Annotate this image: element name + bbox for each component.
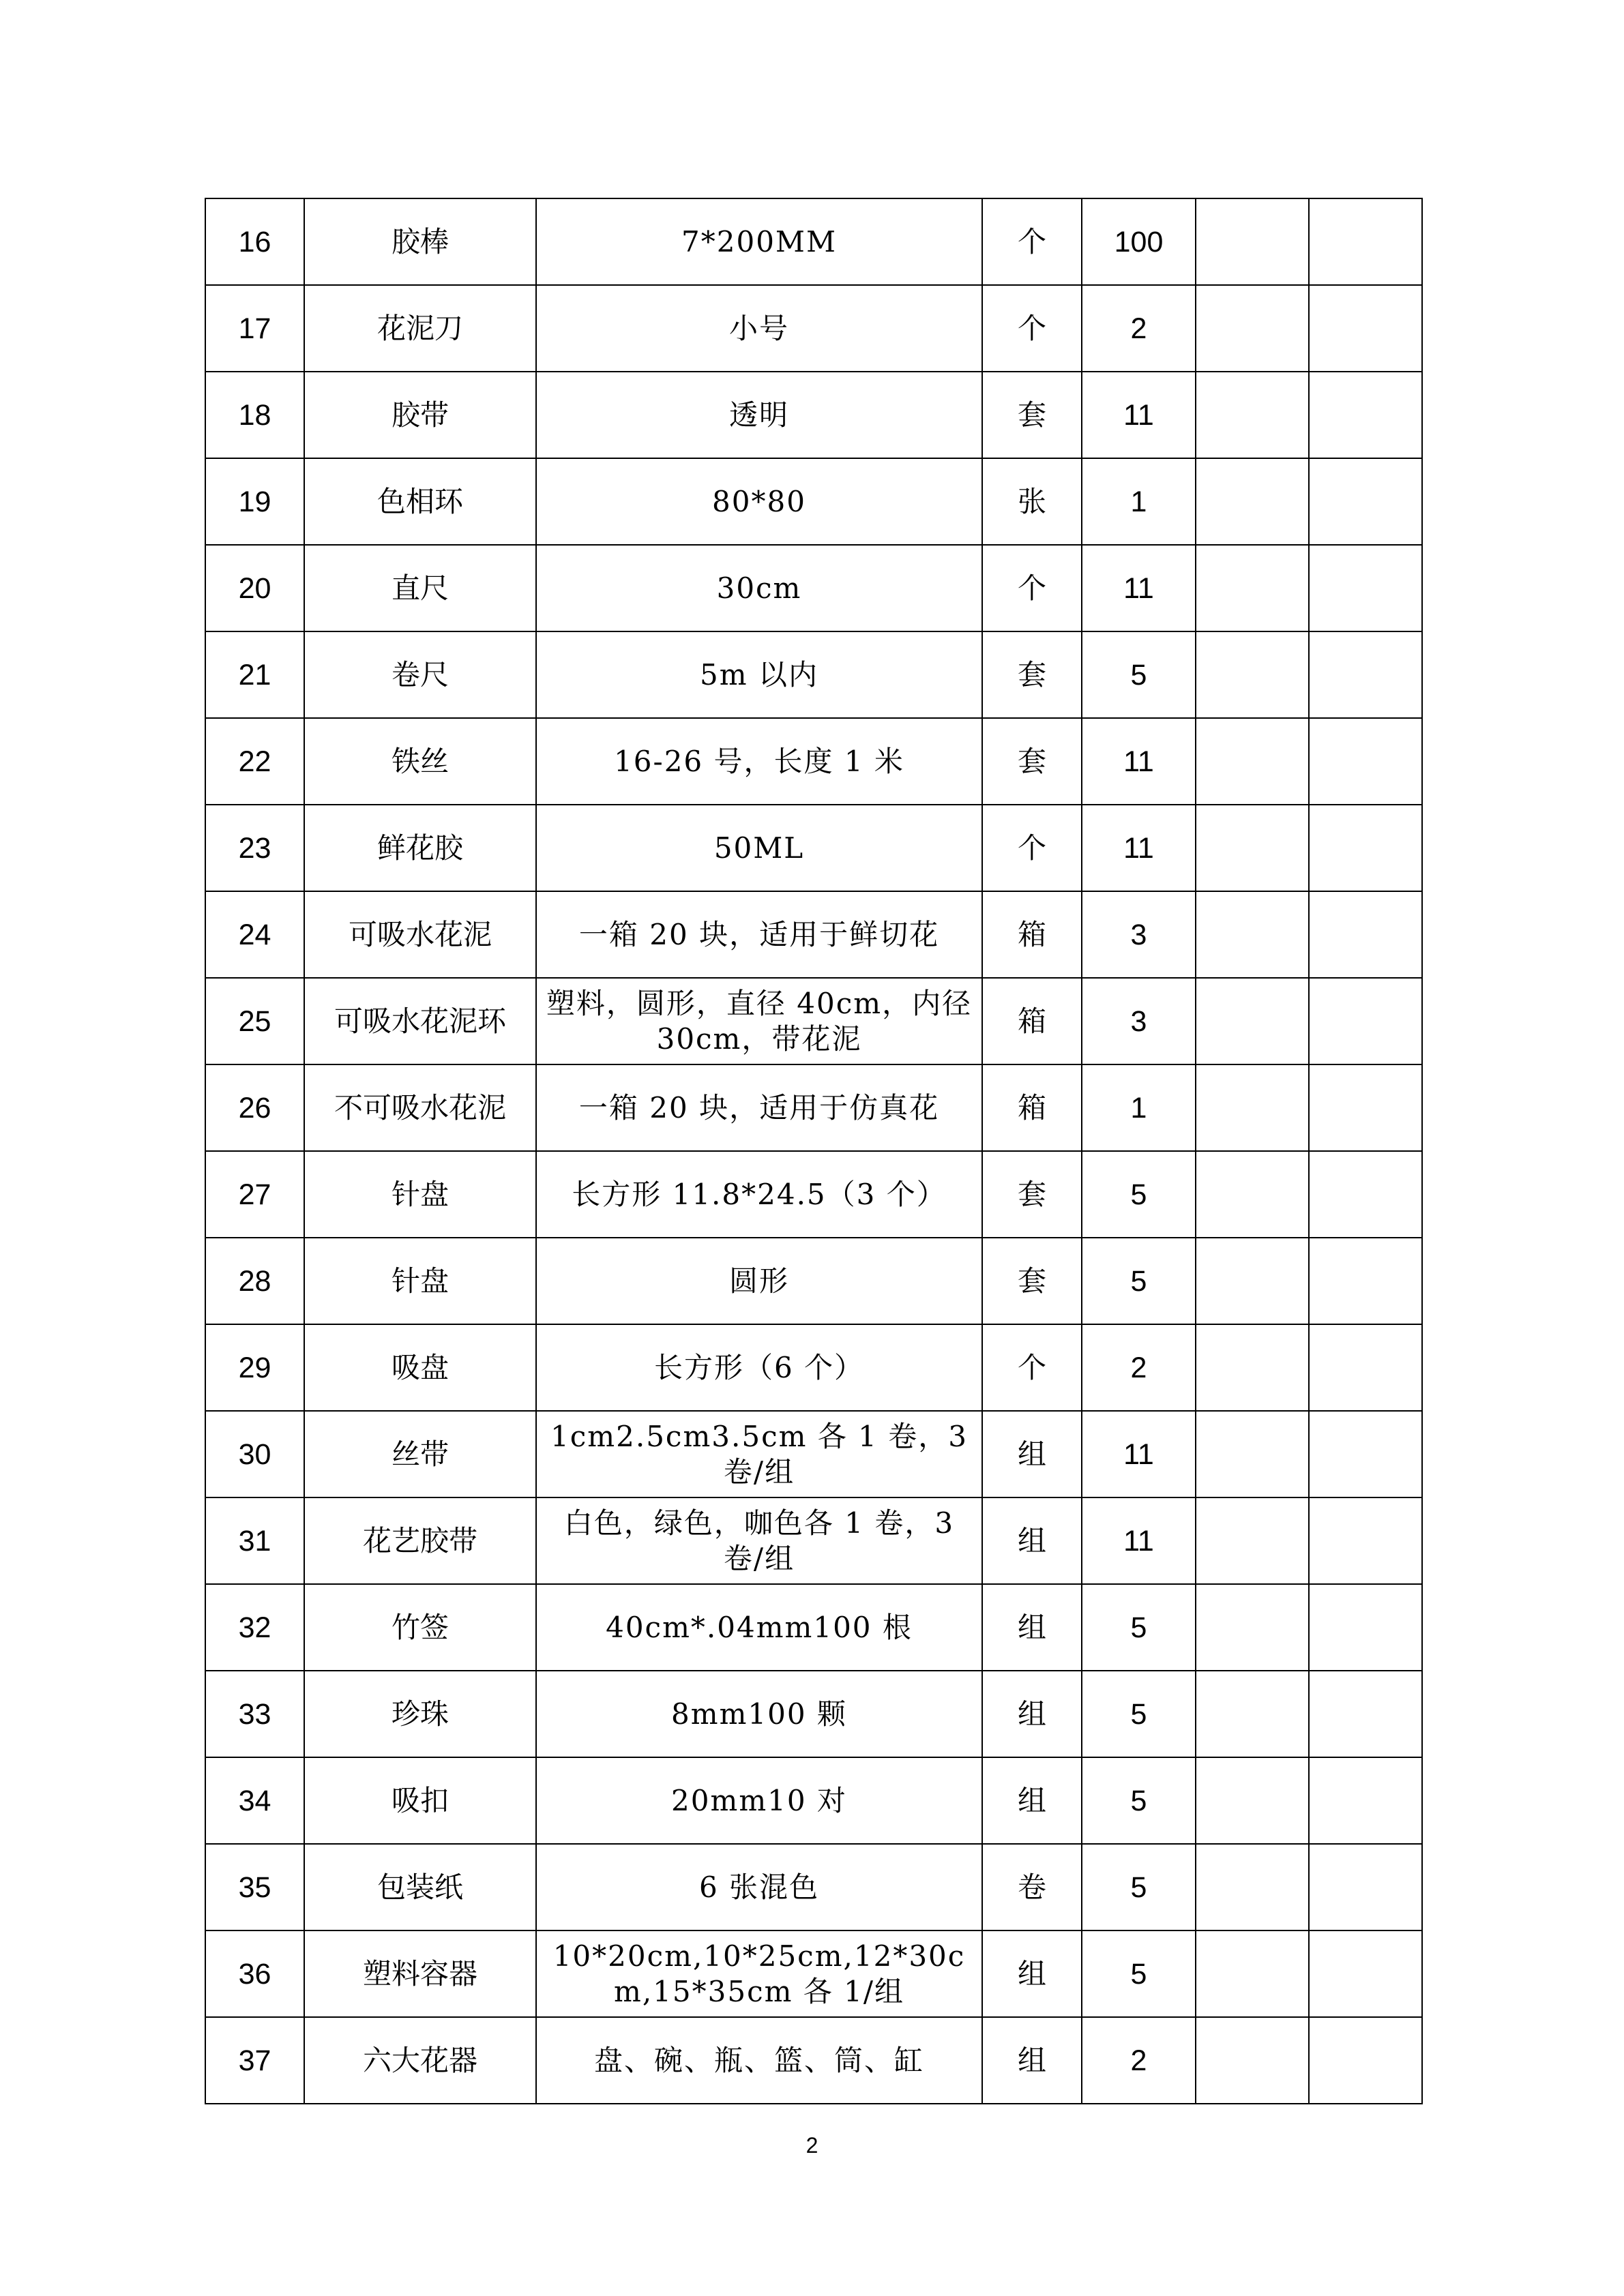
materials-table xyxy=(205,198,1423,2104)
quantity-cell: 5 xyxy=(1082,1238,1196,1324)
item-name-cell: 针盘 xyxy=(304,1151,536,1238)
item-spec-cell: 6 张混色 xyxy=(536,1844,982,1930)
row-number-cell: 28 xyxy=(205,1238,304,1324)
row-number-cell: 35 xyxy=(205,1844,304,1930)
quantity-cell: 5 xyxy=(1082,631,1196,718)
quantity-cell: 5 xyxy=(1082,1844,1196,1930)
row-number-cell: 25 xyxy=(205,978,304,1064)
unit-cell: 个 xyxy=(982,545,1082,631)
unit-price-cell xyxy=(1196,978,1309,1064)
unit-price-cell xyxy=(1196,1584,1309,1671)
unit-cell: 卷 xyxy=(982,1844,1082,1930)
item-name-cell: 珍珠 xyxy=(304,1671,536,1757)
item-spec-cell: 30cm xyxy=(536,545,982,631)
unit-price-cell xyxy=(1196,1930,1309,2017)
item-name-cell: 胶棒 xyxy=(304,198,536,285)
quantity-cell: 1 xyxy=(1082,1064,1196,1151)
item-name-cell: 丝带 xyxy=(304,1411,536,1497)
unit-cell: 个 xyxy=(982,198,1082,285)
item-spec-cell: 50ML xyxy=(536,805,982,891)
table-row xyxy=(205,1584,1422,1671)
item-name-cell: 花泥刀 xyxy=(304,285,536,372)
item-spec-cell: 10*20cm,10*25cm,12*30cm,15*35cm 各 1/组 xyxy=(536,1930,982,2017)
row-number-cell: 36 xyxy=(205,1930,304,2017)
total-cell xyxy=(1309,1151,1422,1238)
item-spec-cell: 长方形（6 个） xyxy=(536,1324,982,1411)
total-cell xyxy=(1309,805,1422,891)
item-name-cell: 铁丝 xyxy=(304,718,536,805)
total-cell xyxy=(1309,1238,1422,1324)
unit-cell: 箱 xyxy=(982,978,1082,1064)
unit-cell: 组 xyxy=(982,1671,1082,1757)
row-number-cell: 19 xyxy=(205,458,304,545)
table-row xyxy=(205,2017,1422,2104)
total-cell xyxy=(1309,458,1422,545)
item-name-cell: 胶带 xyxy=(304,372,536,458)
row-number-cell: 26 xyxy=(205,1064,304,1151)
quantity-cell: 1 xyxy=(1082,458,1196,545)
unit-price-cell xyxy=(1196,1151,1309,1238)
quantity-cell: 2 xyxy=(1082,1324,1196,1411)
unit-price-cell xyxy=(1196,1497,1309,1584)
total-cell xyxy=(1309,978,1422,1064)
unit-price-cell xyxy=(1196,285,1309,372)
quantity-cell: 5 xyxy=(1082,1151,1196,1238)
quantity-cell: 2 xyxy=(1082,285,1196,372)
table-row xyxy=(205,978,1422,1064)
unit-price-cell xyxy=(1196,372,1309,458)
row-number-cell: 23 xyxy=(205,805,304,891)
item-spec-cell: 5m 以内 xyxy=(536,631,982,718)
quantity-cell: 5 xyxy=(1082,1671,1196,1757)
unit-cell: 张 xyxy=(982,458,1082,545)
item-name-cell: 可吸水花泥环 xyxy=(304,978,536,1064)
table-row xyxy=(205,1064,1422,1151)
unit-cell: 组 xyxy=(982,1930,1082,2017)
table-row xyxy=(205,805,1422,891)
table-row xyxy=(205,458,1422,545)
item-name-cell: 针盘 xyxy=(304,1238,536,1324)
unit-price-cell xyxy=(1196,1671,1309,1757)
table-body xyxy=(205,198,1422,2104)
item-spec-cell: 白色，绿色，咖色各 1 卷，3 卷/组 xyxy=(536,1497,982,1584)
unit-cell: 套 xyxy=(982,1151,1082,1238)
unit-price-cell xyxy=(1196,805,1309,891)
item-name-cell: 吸扣 xyxy=(304,1757,536,1844)
row-number-cell: 22 xyxy=(205,718,304,805)
total-cell xyxy=(1309,891,1422,978)
unit-price-cell xyxy=(1196,1238,1309,1324)
page-number: 2 xyxy=(806,2133,818,2158)
item-name-cell: 不可吸水花泥 xyxy=(304,1064,536,1151)
total-cell xyxy=(1309,631,1422,718)
item-name-cell: 直尺 xyxy=(304,545,536,631)
table-row xyxy=(205,1671,1422,1757)
item-spec-cell: 20mm10 对 xyxy=(536,1757,982,1844)
unit-cell: 个 xyxy=(982,805,1082,891)
quantity-cell: 11 xyxy=(1082,1411,1196,1497)
table-row xyxy=(205,285,1422,372)
item-name-cell: 吸盘 xyxy=(304,1324,536,1411)
row-number-cell: 31 xyxy=(205,1497,304,1584)
quantity-cell: 3 xyxy=(1082,891,1196,978)
item-spec-cell: 一箱 20 块，适用于仿真花 xyxy=(536,1064,982,1151)
unit-price-cell xyxy=(1196,198,1309,285)
unit-cell: 套 xyxy=(982,372,1082,458)
unit-cell: 组 xyxy=(982,1411,1082,1497)
quantity-cell: 3 xyxy=(1082,978,1196,1064)
unit-cell: 组 xyxy=(982,2017,1082,2104)
total-cell xyxy=(1309,1324,1422,1411)
unit-cell: 组 xyxy=(982,1757,1082,1844)
row-number-cell: 37 xyxy=(205,2017,304,2104)
row-number-cell: 32 xyxy=(205,1584,304,1671)
table-row xyxy=(205,198,1422,285)
item-spec-cell: 7*200MM xyxy=(536,198,982,285)
item-name-cell: 竹签 xyxy=(304,1584,536,1671)
total-cell xyxy=(1309,1064,1422,1151)
unit-cell: 个 xyxy=(982,285,1082,372)
item-name-cell: 包装纸 xyxy=(304,1844,536,1930)
table-row xyxy=(205,1844,1422,1930)
unit-price-cell xyxy=(1196,2017,1309,2104)
unit-cell: 个 xyxy=(982,1324,1082,1411)
row-number-cell: 20 xyxy=(205,545,304,631)
item-spec-cell: 40cm*.04mm100 根 xyxy=(536,1584,982,1671)
total-cell xyxy=(1309,372,1422,458)
table-row xyxy=(205,718,1422,805)
row-number-cell: 30 xyxy=(205,1411,304,1497)
unit-price-cell xyxy=(1196,458,1309,545)
row-number-cell: 29 xyxy=(205,1324,304,1411)
unit-cell: 组 xyxy=(982,1497,1082,1584)
total-cell xyxy=(1309,1930,1422,2017)
total-cell xyxy=(1309,1671,1422,1757)
unit-cell: 箱 xyxy=(982,1064,1082,1151)
table-row xyxy=(205,891,1422,978)
item-name-cell: 可吸水花泥 xyxy=(304,891,536,978)
total-cell xyxy=(1309,718,1422,805)
item-spec-cell: 塑料，圆形，直径 40cm，内径 30cm，带花泥 xyxy=(536,978,982,1064)
unit-cell: 套 xyxy=(982,1238,1082,1324)
table-row xyxy=(205,545,1422,631)
total-cell xyxy=(1309,2017,1422,2104)
quantity-cell: 5 xyxy=(1082,1584,1196,1671)
row-number-cell: 16 xyxy=(205,198,304,285)
row-number-cell: 33 xyxy=(205,1671,304,1757)
item-spec-cell: 长方形 11.8*24.5（3 个） xyxy=(536,1151,982,1238)
row-number-cell: 27 xyxy=(205,1151,304,1238)
quantity-cell: 5 xyxy=(1082,1930,1196,2017)
quantity-cell: 2 xyxy=(1082,2017,1196,2104)
total-cell xyxy=(1309,1584,1422,1671)
item-spec-cell: 8mm100 颗 xyxy=(536,1671,982,1757)
table-row xyxy=(205,631,1422,718)
table-row xyxy=(205,1324,1422,1411)
unit-cell: 箱 xyxy=(982,891,1082,978)
unit-price-cell xyxy=(1196,718,1309,805)
unit-price-cell xyxy=(1196,545,1309,631)
unit-price-cell xyxy=(1196,891,1309,978)
unit-price-cell xyxy=(1196,1757,1309,1844)
item-spec-cell: 16-26 号，长度 1 米 xyxy=(536,718,982,805)
item-name-cell: 鲜花胶 xyxy=(304,805,536,891)
unit-cell: 套 xyxy=(982,631,1082,718)
item-spec-cell: 盘、碗、瓶、篮、筒、缸 xyxy=(536,2017,982,2104)
row-number-cell: 18 xyxy=(205,372,304,458)
unit-cell: 套 xyxy=(982,718,1082,805)
unit-price-cell xyxy=(1196,631,1309,718)
unit-price-cell xyxy=(1196,1844,1309,1930)
table-row xyxy=(205,1930,1422,2017)
table-row xyxy=(205,1411,1422,1497)
quantity-cell: 11 xyxy=(1082,1497,1196,1584)
table-row xyxy=(205,1497,1422,1584)
total-cell xyxy=(1309,545,1422,631)
quantity-cell: 5 xyxy=(1082,1757,1196,1844)
row-number-cell: 17 xyxy=(205,285,304,372)
quantity-cell: 11 xyxy=(1082,718,1196,805)
total-cell xyxy=(1309,1411,1422,1497)
row-number-cell: 34 xyxy=(205,1757,304,1844)
item-spec-cell: 圆形 xyxy=(536,1238,982,1324)
total-cell xyxy=(1309,198,1422,285)
item-name-cell: 卷尺 xyxy=(304,631,536,718)
quantity-cell: 100 xyxy=(1082,198,1196,285)
item-spec-cell: 1cm2.5cm3.5cm 各 1 卷，3 卷/组 xyxy=(536,1411,982,1497)
table-row xyxy=(205,1757,1422,1844)
total-cell xyxy=(1309,1497,1422,1584)
row-number-cell: 24 xyxy=(205,891,304,978)
unit-price-cell xyxy=(1196,1411,1309,1497)
item-spec-cell: 透明 xyxy=(536,372,982,458)
total-cell xyxy=(1309,1757,1422,1844)
total-cell xyxy=(1309,285,1422,372)
item-spec-cell: 一箱 20 块，适用于鲜切花 xyxy=(536,891,982,978)
quantity-cell: 11 xyxy=(1082,805,1196,891)
row-number-cell: 21 xyxy=(205,631,304,718)
table-row xyxy=(205,372,1422,458)
item-name-cell: 花艺胶带 xyxy=(304,1497,536,1584)
unit-cell: 组 xyxy=(982,1584,1082,1671)
item-spec-cell: 小号 xyxy=(536,285,982,372)
item-name-cell: 六大花器 xyxy=(304,2017,536,2104)
item-name-cell: 色相环 xyxy=(304,458,536,545)
item-spec-cell: 80*80 xyxy=(536,458,982,545)
item-name-cell: 塑料容器 xyxy=(304,1930,536,2017)
total-cell xyxy=(1309,1844,1422,1930)
table-row xyxy=(205,1151,1422,1238)
unit-price-cell xyxy=(1196,1064,1309,1151)
unit-price-cell xyxy=(1196,1324,1309,1411)
quantity-cell: 11 xyxy=(1082,372,1196,458)
table-row xyxy=(205,1238,1422,1324)
quantity-cell: 11 xyxy=(1082,545,1196,631)
